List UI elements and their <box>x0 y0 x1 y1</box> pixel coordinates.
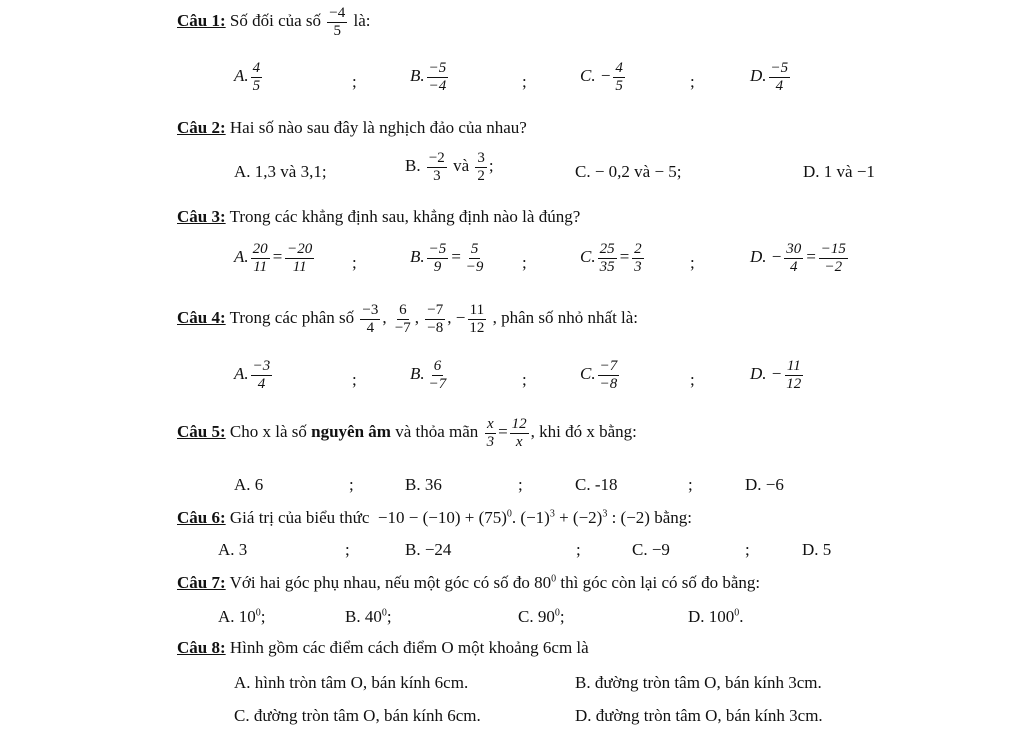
q8-option-a[interactable]: A. hình tròn tâm O, bán kính 6cm. <box>234 673 469 692</box>
question-3 <box>177 207 580 227</box>
q5-sep-1: ; <box>349 475 354 494</box>
question-5: Câu 5: Cho x là số nguyên âm và thỏa mãn $\frac{x}{3}$ = $\frac{12}{x}$ , khi đó x bằng: <box>177 416 637 450</box>
q3-option-c[interactable]: C. $\frac{25}{35}$ = $\frac{2}{3}$ <box>580 241 642 275</box>
question-1 <box>177 5 371 39</box>
question-4-label: Câu 4: <box>177 307 226 327</box>
q8-option-b[interactable]: B. đường tròn tâm O, bán kính 3cm. <box>575 673 822 692</box>
question-2-label: Câu 2: <box>177 118 226 137</box>
question-5-label: Câu 5: <box>177 421 226 441</box>
question-2-text: Hai số nào sau đây là nghịch đảo của nhau? <box>229 118 527 137</box>
question-3-text: Trong các khẳng định sau, khẳng định nào là đúng? <box>229 207 581 226</box>
q2-option-a[interactable]: A. 1,3 và 3,1; <box>234 162 327 181</box>
question-1-text-pre: Số đối của số <box>229 10 322 30</box>
q4-option-c[interactable]: C. $\frac{-7}{-8}$ <box>580 358 618 392</box>
q4-option-b[interactable]: B. $\frac{6}{-7}$ <box>410 358 447 392</box>
q6-sep-2: ; <box>576 540 581 559</box>
question-4: Câu 4: Trong các phân số $\frac{-3}{4}$ , $\frac{6}{-7}$ , $\frac{-7}{-8}$ , − $\frac{11}{12}$ , phân số nhỏ nhất là: <box>177 302 639 336</box>
q5-option-b[interactable]: B. 36 <box>405 475 442 494</box>
question-8-label: Câu 8: <box>177 638 226 657</box>
question-6: Câu 6: Giá trị của biểu thức $-10 - (-10) + (75)^0$. $(-1)^3 + (-2)^3$ : (−2) bằng: <box>177 508 692 527</box>
q5-sep-3: ; <box>688 475 693 494</box>
question-6-label: Câu 6: <box>177 508 226 527</box>
q6-option-d[interactable]: D. 5 <box>802 540 832 559</box>
q3-option-a[interactable]: A. $\frac{20}{11}$ = $\frac{-20}{11}$ <box>234 241 313 275</box>
question-5-bold: nguyên âm <box>311 421 391 441</box>
q6-sep-1: ; <box>345 540 350 559</box>
q6-option-a[interactable]: A. 3 <box>218 540 248 559</box>
q5-option-c[interactable]: C. -18 <box>575 475 618 494</box>
q8-option-d[interactable]: D. đường tròn tâm O, bán kính 3cm. <box>575 706 823 725</box>
q4-option-a[interactable]: A. $\frac{-3}{4}$ <box>234 358 271 392</box>
q7-option-d[interactable]: D. $100^0$. <box>688 607 744 626</box>
q2-option-c[interactable]: C. − 0,2 và − 5; <box>575 162 682 181</box>
q1-option-d[interactable]: D. $\frac{-5}{4}$ <box>750 60 789 94</box>
question-1-label: Câu 1: <box>177 10 226 30</box>
q5-option-d[interactable]: D. −6 <box>745 475 784 494</box>
question-3-label: Câu 3: <box>177 207 226 226</box>
question-6-expression: $-10 - (-10) + (75)^0$. $(-1)^3 + (-2)^3$ : (−2) <box>377 508 650 527</box>
q1-sep-3: ; <box>690 72 695 91</box>
q2-option-b[interactable]: B. $\frac{-2}{3}$ và $\frac{3}{2}$ ; <box>405 150 494 184</box>
q7-option-b[interactable]: B. $40^0$; <box>345 607 392 626</box>
q2-option-d[interactable]: D. 1 và −1 <box>803 162 875 181</box>
q3-sep-3: ; <box>690 253 695 272</box>
q6-sep-3: ; <box>745 540 750 559</box>
q7-option-c[interactable]: C. $90^0$; <box>518 607 565 626</box>
q6-option-b[interactable]: B. −24 <box>405 540 452 559</box>
question-8-text: Hình gồm các điểm cách điểm O một khoảng 6cm là <box>229 638 589 657</box>
q1-sep-1: ; <box>352 72 357 91</box>
question-7: Câu 7: Với hai góc phụ nhau, nếu một góc có số đo $80^0$ thì góc còn lại có số đo bằng: <box>177 573 761 592</box>
q8-option-c[interactable]: C. đường tròn tâm O, bán kính 6cm. <box>234 706 481 725</box>
q1-option-c[interactable]: C. − $\frac{4}{5}$ <box>580 60 623 94</box>
q7-option-a[interactable]: A. $10^0$; <box>218 607 266 626</box>
q4-option-d[interactable]: D. − $\frac{11}{12}$ <box>750 358 802 392</box>
question-8 <box>177 638 589 658</box>
q1-option-b[interactable]: B. $\frac{-5}{-4}$ <box>410 60 447 94</box>
q3-sep-1: ; <box>352 253 357 272</box>
q4-sep-3: ; <box>690 370 695 389</box>
question-4-text-post: , phân số nhỏ nhất là: <box>492 307 639 327</box>
q4-sep-1: ; <box>352 370 357 389</box>
q1-sep-2: ; <box>522 72 527 91</box>
question-1-fraction: $\frac{-4}{5}$ <box>329 5 346 39</box>
q6-option-c[interactable]: C. −9 <box>632 540 670 559</box>
q1-option-a[interactable]: A. $\frac{4}{5}$ <box>234 60 261 94</box>
question-1-text-post: là: <box>353 10 371 30</box>
q3-sep-2: ; <box>522 253 527 272</box>
q5-option-a[interactable]: A. 6 <box>234 475 264 494</box>
q4-sep-2: ; <box>522 370 527 389</box>
question-2 <box>177 118 527 138</box>
question-7-label: Câu 7: <box>177 573 226 592</box>
q3-option-d[interactable]: D. − $\frac{30}{4}$ = $\frac{-15}{-2}$ <box>750 241 846 275</box>
q5-sep-2: ; <box>518 475 523 494</box>
q3-option-b[interactable]: B. $\frac{-5}{9}$ = $\frac{5}{-9}$ <box>410 241 484 275</box>
question-4-text-pre: Trong các phân số <box>229 307 355 327</box>
